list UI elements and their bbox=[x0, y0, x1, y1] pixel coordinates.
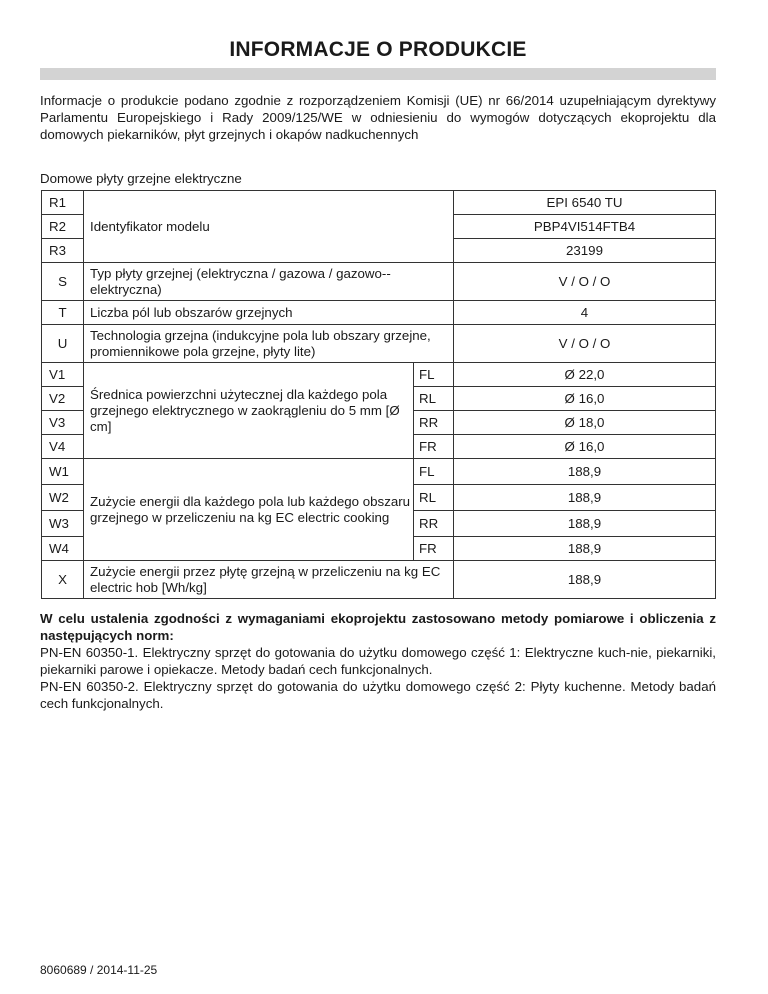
diameter-value: Ø 18,0 bbox=[454, 411, 716, 435]
row-value: V / O / O bbox=[454, 263, 716, 301]
table-row-v1 bbox=[42, 363, 716, 387]
energy-value: 188,9 bbox=[454, 537, 716, 561]
row-code: V4 bbox=[42, 435, 84, 459]
row-description: Zużycie energii przez płytę grzejną w przeliczeniu na kg EC electric hob [Wh/kg] bbox=[84, 561, 454, 599]
zone-position: FL bbox=[414, 459, 454, 485]
table-caption: Domowe płyty grzejne elektryczne bbox=[40, 171, 242, 186]
table-row-u bbox=[42, 325, 716, 363]
row-code: W1 bbox=[42, 459, 84, 485]
row-code: V2 bbox=[42, 387, 84, 411]
row-code: R2 bbox=[42, 215, 84, 239]
title-underline-bar bbox=[40, 68, 716, 80]
row-description: Technologia grzejna (indukcyjne pola lub obszary grzejne, promiennikowe pola grzejne, płyty lite) bbox=[84, 325, 454, 363]
zone-position: RR bbox=[414, 511, 454, 537]
standard-item: PN-EN 60350-2. Elektryczny sprzęt do gotowania do użytku domowego część 2: Płyty kuchenne. Metody badań cech funkcjonalnych. bbox=[40, 679, 716, 711]
standards-section bbox=[40, 610, 716, 712]
table-row-t bbox=[42, 301, 716, 325]
zone-position: FR bbox=[414, 537, 454, 561]
table-row-x bbox=[42, 561, 716, 599]
row-description: Typ płyty grzejnej (elektryczna / gazowa / gazowo--elektryczna) bbox=[84, 263, 454, 301]
row-value: 4 bbox=[454, 301, 716, 325]
model-value: EPI 6540 TU bbox=[454, 191, 716, 215]
intro-paragraph: Informacje o produkcie podano zgodnie z rozporządzeniem Komisji (UE) nr 66/2014 uzupełniającym dyrektywy Parlamentu Europejskiego i Rady 2009/125/WE w odniesieniu do wymogów dotyczących ekoprojektu dla domowych piekarników, płyt grzejnych i okapów nadkuchennych bbox=[40, 93, 716, 142]
diameter-value: Ø 22,0 bbox=[454, 363, 716, 387]
energy-value: 188,9 bbox=[454, 511, 716, 537]
diameter-value: Ø 16,0 bbox=[454, 387, 716, 411]
zone-position: RL bbox=[414, 387, 454, 411]
row-code: R3 bbox=[42, 239, 84, 263]
row-description: Liczba pól lub obszarów grzejnych bbox=[84, 301, 454, 325]
row-code: W2 bbox=[42, 485, 84, 511]
energy-value: 188,9 bbox=[454, 459, 716, 485]
row-code: T bbox=[42, 301, 84, 325]
row-code: X bbox=[42, 561, 84, 599]
page-title: INFORMACJE O PRODUKCIE bbox=[229, 38, 527, 61]
row-code: W3 bbox=[42, 511, 84, 537]
energy-label: Zużycie energii dla każdego pola lub każdego obszaru grzejnego w przeliczeniu na kg EC electric cooking bbox=[84, 459, 414, 561]
table-row-r1 bbox=[42, 191, 716, 215]
row-code: S bbox=[42, 263, 84, 301]
model-identifier-label: Identyfikator modelu bbox=[84, 191, 454, 263]
row-value: V / O / O bbox=[454, 325, 716, 363]
row-code: V3 bbox=[42, 411, 84, 435]
standards-heading: W celu ustalenia zgodności z wymaganiami ekoprojektu zastosowano metody pomiarowe i obliczenia z następujących norm: bbox=[40, 611, 716, 643]
diameter-value: Ø 16,0 bbox=[454, 435, 716, 459]
row-code: R1 bbox=[42, 191, 84, 215]
diameter-label: Średnica powierzchni użytecznej dla każdego pola grzejnego elektrycznego w zaokrągleniu do 5 mm [Ø cm] bbox=[84, 363, 414, 459]
document-code-date: 8060689 / 2014-11-25 bbox=[40, 963, 158, 977]
energy-value: 188,9 bbox=[454, 485, 716, 511]
zone-position: RL bbox=[414, 485, 454, 511]
zone-position: FR bbox=[414, 435, 454, 459]
hob-spec-table bbox=[41, 190, 716, 599]
row-value: 188,9 bbox=[454, 561, 716, 599]
row-code: U bbox=[42, 325, 84, 363]
standard-item: PN-EN 60350-1. Elektryczny sprzęt do gotowania do użytku domowego część 1: Elektryczne kuch-nie, piekarniki, piekarniki parowe i opiekacze. Metody badań cech funkcjonalnych. bbox=[40, 645, 716, 677]
model-value: 23199 bbox=[454, 239, 716, 263]
zone-position: RR bbox=[414, 411, 454, 435]
table-row-w1 bbox=[42, 459, 716, 485]
table-row-s bbox=[42, 263, 716, 301]
row-code: W4 bbox=[42, 537, 84, 561]
row-code: V1 bbox=[42, 363, 84, 387]
zone-position: FL bbox=[414, 363, 454, 387]
model-value: PBP4VI514FTB4 bbox=[454, 215, 716, 239]
